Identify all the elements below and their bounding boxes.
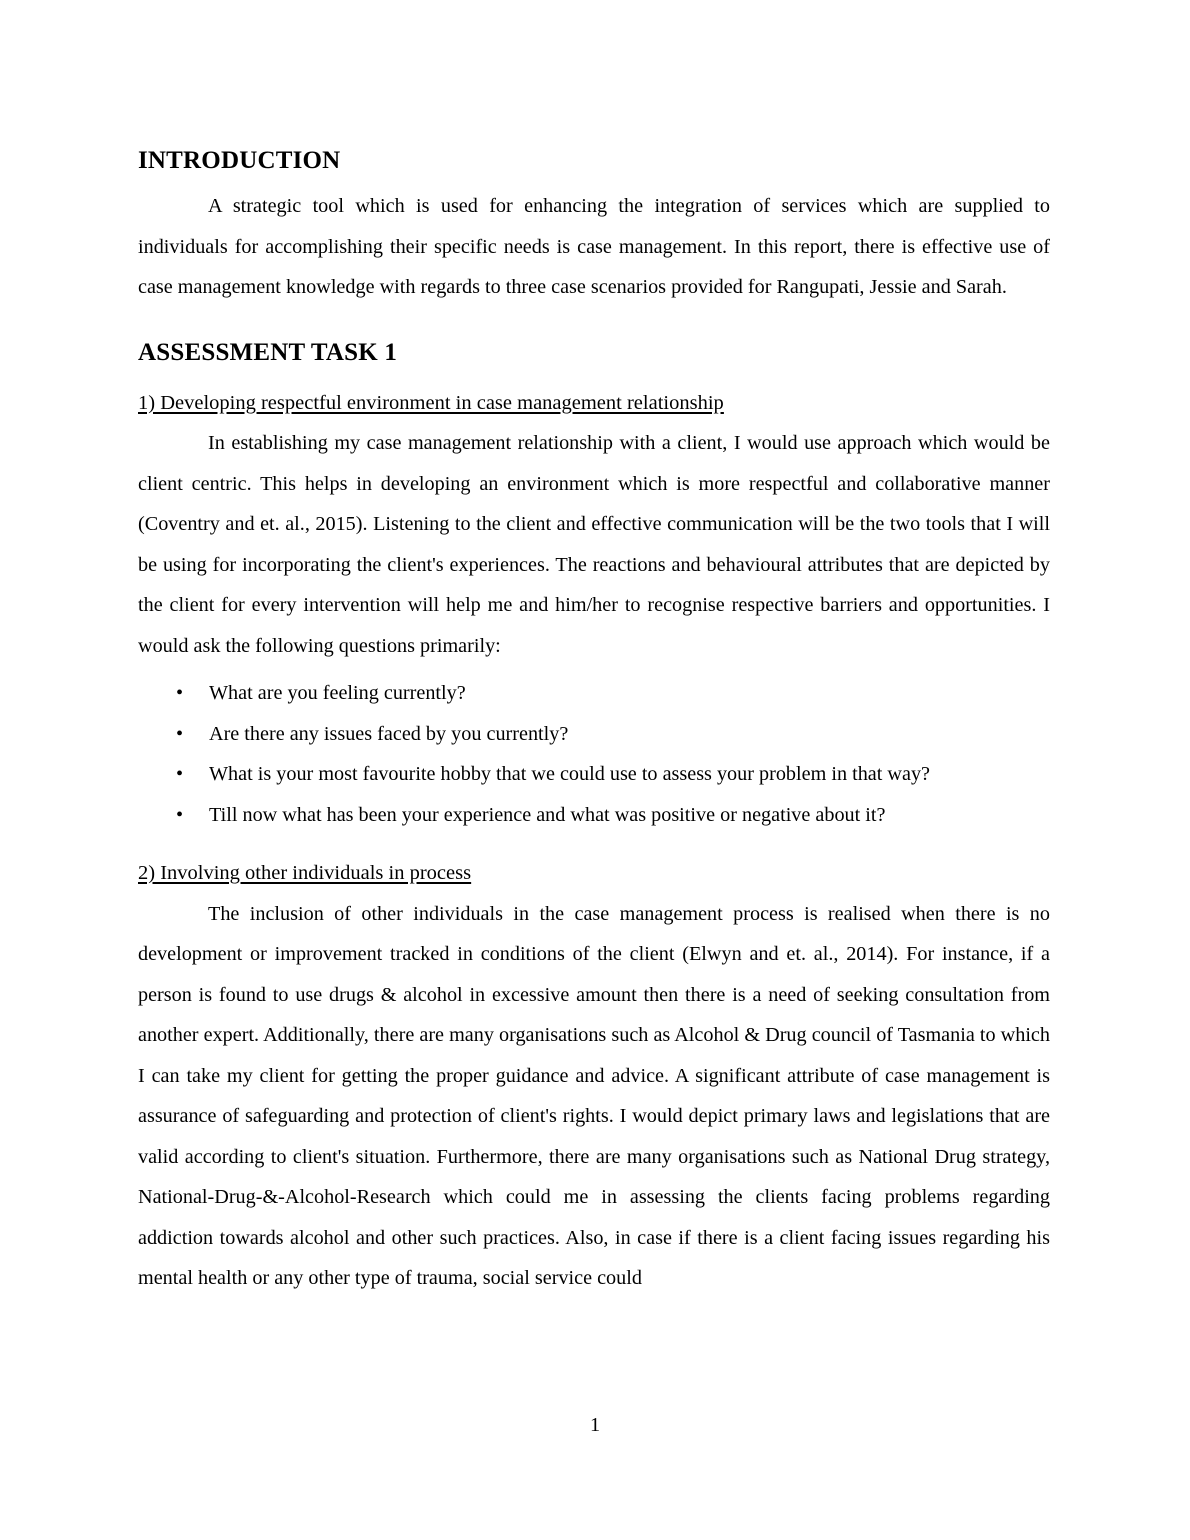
heading-assessment-task-1: ASSESSMENT TASK 1: [138, 338, 398, 366]
subheading-2-label: 2) Involving other individuals in process: [138, 862, 472, 884]
list-item-text: Are there any issues faced by you currently?: [209, 722, 569, 745]
list-item: [138, 795, 1050, 836]
question-list: [138, 666, 1050, 835]
paragraph-respectful-environment: In establishing my case management relationship with a client, I would use approach which would be client centric. This helps in developing an environment which is more respectful and collaborative manner (Coventry and et. al., 2015). Listening to the client and effective communication will be the two tools that I will be using for incorporating the client's experiences. The reactions and behavioural attributes that are depicted by the client for every intervention will help me and him/her to recognise respective barriers and opportunities. I would ask the following questions primarily:: [138, 432, 1050, 657]
subheading-developing-respectful-environment: [138, 365, 1050, 414]
bullet-icon: •: [176, 803, 184, 826]
bullet-icon: •: [176, 722, 184, 745]
document-body: [138, 0, 1050, 1299]
heading-introduction: INTRODUCTION: [138, 147, 341, 174]
bullet-icon: •: [176, 682, 184, 704]
subheading-involving-other-individuals: [138, 835, 1050, 884]
list-item: [138, 714, 1050, 755]
list-item-text: Till now what has been your experience and what was positive or negative about it?: [209, 803, 886, 826]
list-item-text: What are you feeling currently?: [209, 682, 466, 704]
list-item: [138, 673, 1050, 714]
paragraph-introduction: A strategic tool which is used for enhancing the integration of services which are supplied to individuals for accomplishing their specific needs is case management. In this report, there is effective use of case management knowledge with regards to three case scenarios provided for Rangupati, Jessie and Sarah.: [138, 195, 1050, 298]
bullet-icon: •: [176, 763, 184, 785]
subheading-1-label: 1) Developing respectful environment in case management relationship: [138, 391, 724, 414]
paragraph-involving-others: The inclusion of other individuals in the case management process is realised when there is no development or improvement tracked in conditions of the client (Elwyn and et. al., 2014). For instance, if a person is found to use drugs & alcohol in excessive amount then there is a need of seeking consultation from another expert. Additionally, there are many organisations such as Alcohol & Drug council of Tasmania to which I can take my client for getting the proper guidance and advice. A significant attribute of case management is assurance of safeguarding and protection of client's rights. I would depict primary laws and legislations that are valid according to client's situation. Furthermore, there are many organisations such as National Drug strategy, National-Drug-&-Alcohol-Research which could me in assessing the clients facing problems regarding addiction towards alcohol and other such practices. Also, in case if there is a client facing issues regarding his mental health or any other type of trauma, social service could: [138, 902, 1050, 1289]
list-item-text: What is your most favourite hobby that we could use to assess your problem in that way?: [209, 763, 930, 785]
page-number: 1: [589, 1414, 601, 1436]
list-item: [138, 754, 1050, 795]
